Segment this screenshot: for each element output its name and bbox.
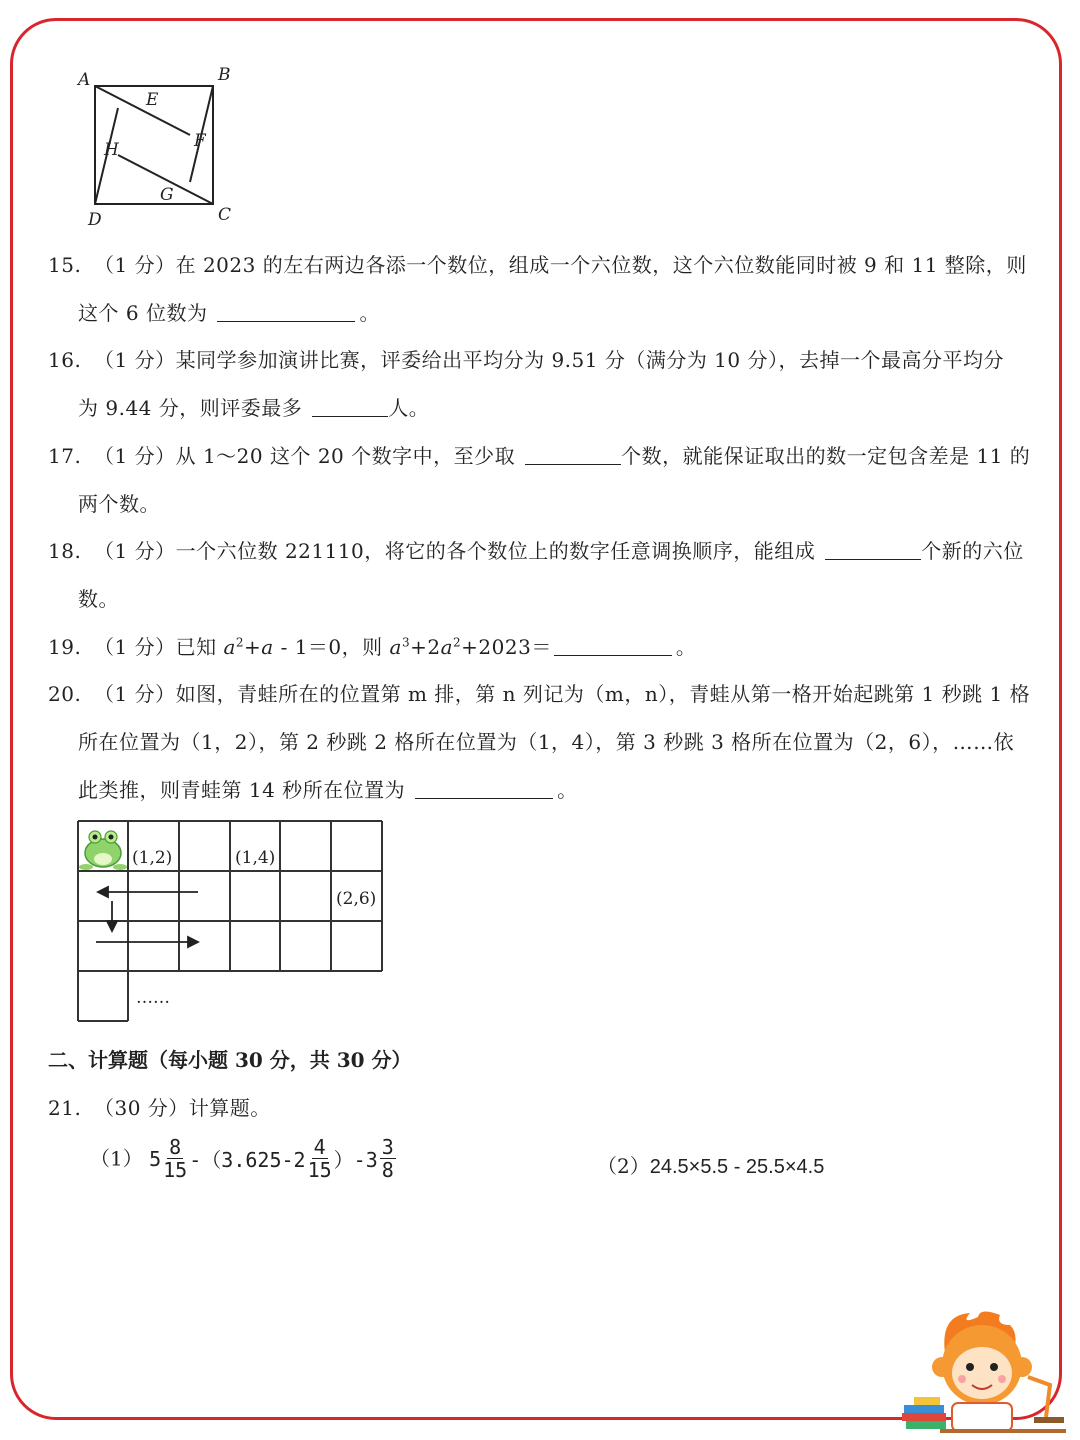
question-number: 21. (48, 1096, 82, 1120)
label-d: D (88, 210, 102, 230)
answer-blank[interactable] (312, 394, 388, 417)
operator: + (244, 635, 262, 659)
question-19 (48, 623, 1033, 671)
arrow-down-head (107, 921, 117, 931)
punct: 。 (359, 301, 380, 325)
part-label: （1） (90, 1146, 143, 1171)
frog-grid-figure (70, 815, 390, 1030)
expression: 24.5×5.5 - 25.5×4.5 (649, 1156, 825, 1178)
square-figure (70, 60, 250, 235)
fraction (380, 1136, 396, 1181)
question-text: - 1＝0，则 (273, 635, 390, 659)
answer-blank[interactable] (217, 299, 355, 322)
label-b: B (218, 65, 231, 85)
expression: -（3.625-2 (189, 1148, 306, 1172)
label-c: C (218, 205, 232, 225)
operator: +2 (410, 635, 441, 659)
question-20 (48, 670, 1033, 814)
var-a: a (389, 635, 402, 659)
question-text-cont: 所在位置为（1，2），第 2 秒跳 2 格所在位置为（1，4），第 3 秒跳 3 格所在位置为（2，6），……依 (78, 730, 1015, 754)
question-number: 20. (48, 682, 82, 706)
denominator: 15 (163, 1158, 188, 1182)
question-text-cont: 此类推，则青蛙第 14 秒所在位置为 (78, 778, 406, 802)
question-text-tail: 个新的六位 (921, 539, 1024, 563)
label-g: G (160, 185, 174, 205)
question-text: （1 分）如图，青蛙所在的位置第 m 排，第 n 列记为（m，n），青蛙从第一格开始起跳第 1 秒跳 1 格 (94, 682, 1031, 706)
answer-blank[interactable] (825, 537, 921, 560)
numerator: 3 (381, 1135, 394, 1159)
ellipsis: …… (136, 988, 170, 1008)
exponent: 2 (235, 635, 245, 650)
question-text: （30 分）计算题。 (94, 1096, 271, 1120)
exponent: 2 (453, 635, 462, 650)
punct: 。 (675, 635, 697, 659)
label-e: E (146, 90, 159, 110)
cell-label-1-2: (1,2) (132, 848, 173, 868)
question-text-cont: 为 9.44 分，则评委最多 (78, 396, 303, 420)
question-text-tail: 个数，就能保证取出的数一定包含差是 11 的 (621, 444, 1031, 468)
var-a: a (440, 635, 454, 659)
exponent: 3 (401, 635, 411, 650)
answer-blank[interactable] (415, 776, 553, 799)
question-text: （1 分）某同学参加演讲比赛，评委给出平均分为 9.51 分（满分为 10 分），去掉一个最高分平均分 (94, 348, 1004, 372)
question-text: （1 分）在 2023 的左右两边各添一个数位，组成一个六位数，这个六位数能同时被 9 和 11 整除，则 (94, 253, 1027, 277)
question-text: （1 分）一个六位数 221110，将它的各个数位上的数字任意调换顺序，能组成 (94, 539, 816, 563)
answer-blank[interactable] (525, 442, 621, 465)
answer-blank[interactable] (554, 633, 672, 656)
question-17 (48, 432, 1033, 528)
question-text: +2023＝ (461, 635, 552, 659)
label-h: H (104, 140, 119, 160)
denominator: 8 (381, 1158, 394, 1182)
question-text-cont: 两个数。 (78, 492, 160, 516)
question-number: 16. (48, 348, 82, 372)
cell-label-1-4: (1,4) (235, 848, 276, 868)
cell-label-2-6: (2,6) (336, 889, 377, 909)
var-a: a (223, 635, 236, 659)
fraction (308, 1136, 332, 1181)
frog-icon (79, 831, 127, 870)
question-text: （1 分）已知 (94, 635, 224, 659)
arrow-left-head (98, 887, 108, 897)
var-a: a (261, 635, 274, 659)
label-a: A (78, 70, 91, 90)
formula-part-1 (90, 1136, 398, 1181)
question-16 (48, 336, 1033, 432)
section-title: 二、计算题（每小题 30 分，共 30 分） (48, 1048, 412, 1072)
line-ae (95, 86, 190, 135)
formula-part-2 (597, 1150, 824, 1179)
question-text-cont: 这个 6 位数为 (78, 301, 208, 325)
question-number: 15. (48, 253, 82, 277)
numerator: 8 (169, 1135, 182, 1159)
question-number: 19. (48, 635, 82, 659)
question-18 (48, 527, 1033, 623)
fraction (163, 1136, 187, 1181)
mixed-whole: 5 (149, 1146, 162, 1171)
question-15 (48, 241, 1033, 337)
numerator: 4 (313, 1135, 326, 1159)
denominator: 15 (307, 1158, 332, 1182)
arrow-right-head (188, 937, 198, 947)
expression: ）-3 (333, 1148, 378, 1172)
label-f: F (194, 131, 206, 151)
question-text-cont: 数。 (78, 587, 119, 611)
question-number: 17. (48, 444, 82, 468)
question-number: 18. (48, 539, 82, 563)
monkey-mascot-icon (900, 1305, 1070, 1435)
part-label: （2） (597, 1154, 650, 1178)
question-21 (48, 1084, 1033, 1132)
punct: 。 (557, 778, 578, 802)
question-text: （1 分）从 1～20 这个 20 个数字中，至少取 (94, 444, 516, 468)
question-text-tail: 人。 (388, 396, 430, 420)
